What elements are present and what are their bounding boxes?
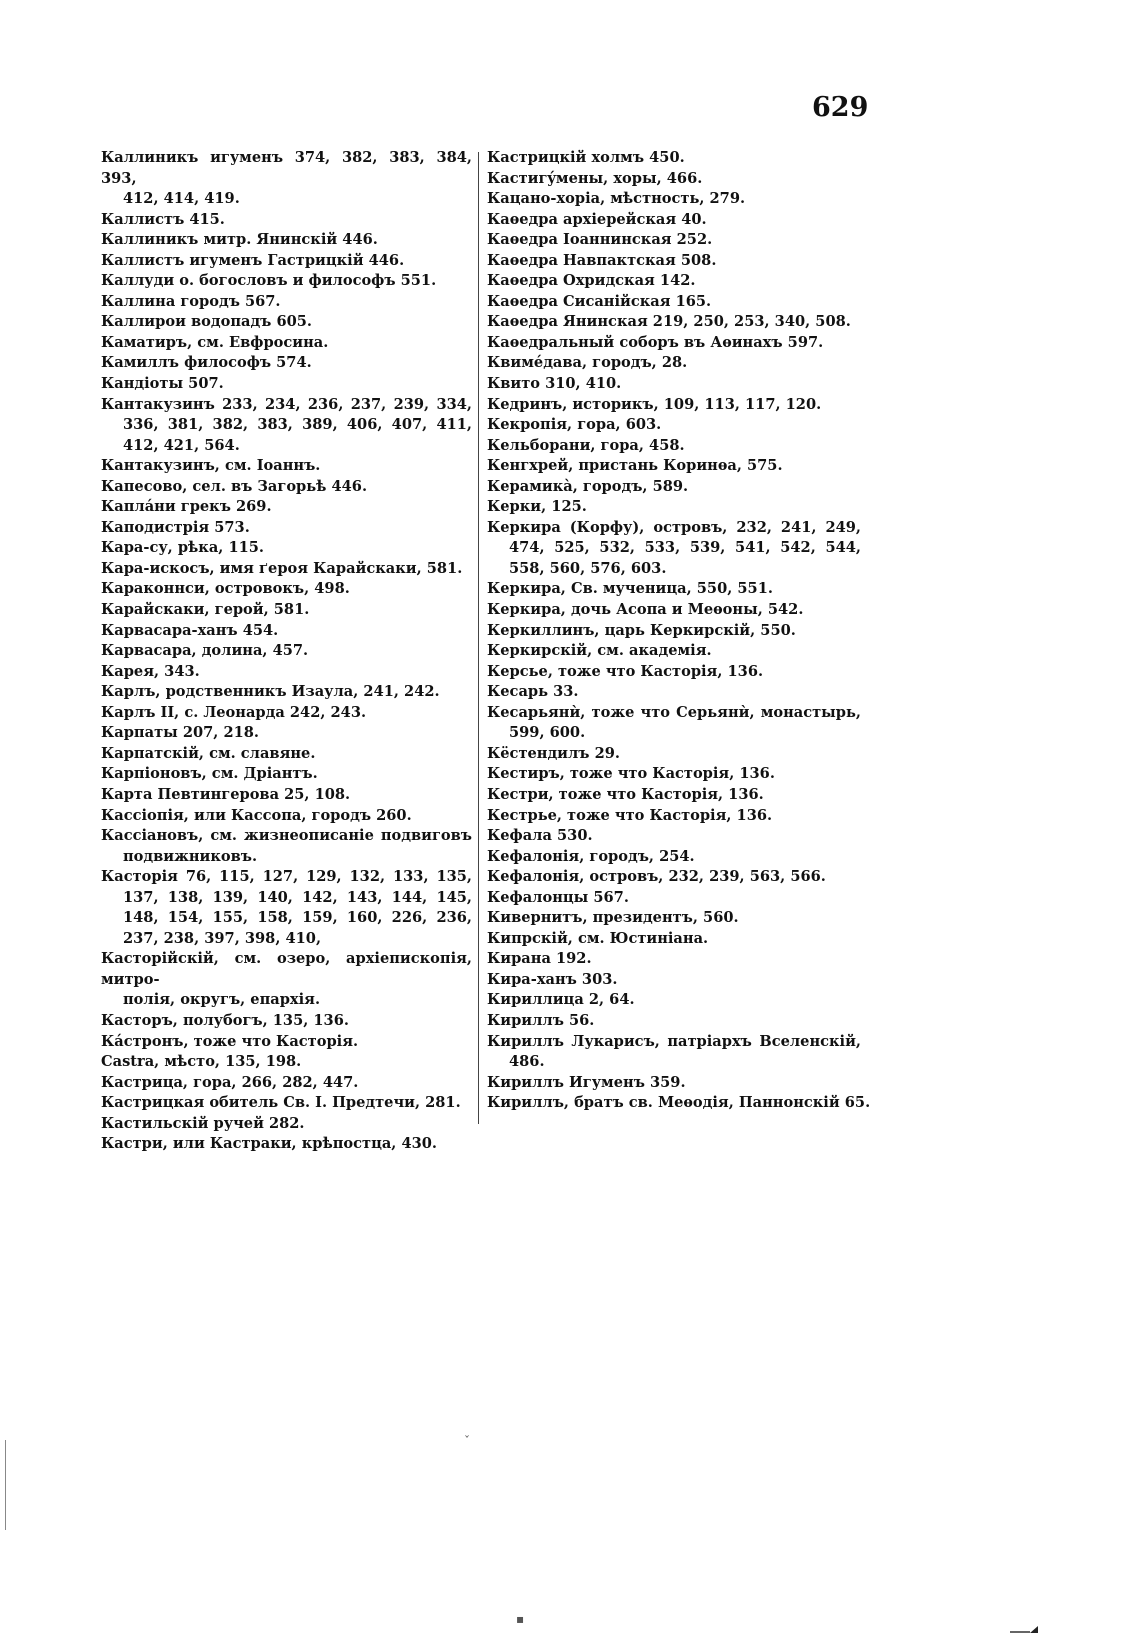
- index-entry: Кёстендилъ 29.: [487, 744, 620, 762]
- index-entry-continuation: 412, 414, 419.: [123, 190, 240, 208]
- index-entry: Кириллъ Игуменъ 359.: [487, 1073, 686, 1091]
- index-entry: Каплáни грекъ 269.: [101, 498, 272, 516]
- index-entry: Кандіоты 507.: [101, 375, 224, 393]
- index-entry: Каѳедра Сисанійская 165.: [487, 292, 712, 310]
- index-entry: Кириллица 2, 64.: [487, 991, 635, 1009]
- index-entry: Кастильскій ручей 282.: [101, 1114, 305, 1132]
- index-entry: Керсье, тоже что Касторія, 136.: [487, 662, 764, 680]
- index-entry: Квимéдава, городъ, 28.: [487, 354, 688, 372]
- index-entry: Каѳедра Іоаннинская 252.: [487, 231, 713, 249]
- index-entry: Каѳедра Охридская 142.: [487, 272, 696, 290]
- index-entry: Карвасара-ханъ 454.: [101, 621, 279, 639]
- index-entry: Карта Певтингерова 25, 108.: [101, 785, 351, 803]
- index-entry: Карайскаки, герой, 581.: [101, 601, 310, 619]
- index-entry: Керкиллинъ, царь Керкирскій, 550.: [487, 621, 796, 639]
- index-entry: Каллиникъ митр. Янинскій 446.: [101, 231, 378, 249]
- index-entry-continuation: 237, 238, 397, 398, 410,: [123, 929, 322, 947]
- index-entry: Керамикà, городъ, 589.: [487, 477, 689, 495]
- index-entry: Карвасара, долина, 457.: [101, 642, 309, 660]
- index-entry: Каѳедра Навпактская 508.: [487, 251, 717, 269]
- index-entry: Кассіопія, или Кассопа, городъ 260.: [101, 806, 412, 824]
- index-entry: Касторійскій, см. озеро, архіепископія, митро-: [101, 950, 472, 988]
- index-entry: Castra, мѣсто, 135, 198.: [101, 1053, 302, 1071]
- index-entry: Кесарь 33.: [487, 683, 579, 701]
- index-entry: Каѳедра Янинская 219, 250, 253, 340, 508.: [487, 313, 851, 331]
- index-column-right: [487, 148, 871, 1114]
- index-entry: Каллистъ игуменъ Гастрицкій 446.: [101, 251, 405, 269]
- index-entry: Карея, 343.: [101, 662, 200, 680]
- index-entry: Кастрицкая обитель Св. І. Предтечи, 281.: [101, 1094, 461, 1112]
- index-entry: Карпіоновъ, см. Дріантъ.: [101, 765, 318, 783]
- index-entry-continuation: полія, округъ, епархія.: [123, 991, 321, 1009]
- index-entry: Кестиръ, тоже что Касторія, 136.: [487, 765, 775, 783]
- index-entry: Касторъ, полубогъ, 135, 136.: [101, 1011, 349, 1029]
- index-entry: Каллистъ 415.: [101, 210, 225, 228]
- index-entry: Кацано-хоріа, мѣстность, 279.: [487, 190, 746, 208]
- index-entry: Кефалонцы 567.: [487, 888, 629, 906]
- index-entry: Кефала 530.: [487, 827, 593, 845]
- index-entry: Керкира, Св. мученица, 550, 551.: [487, 580, 773, 598]
- index-entry: Кантакузинъ, см. Іоаннъ.: [101, 457, 321, 475]
- index-entry: Каматиръ, см. Евфросина.: [101, 333, 329, 351]
- index-entry: Кириллъ Лукарисъ, патріархъ Вселенскій,: [487, 1032, 861, 1050]
- index-entry: Кастигýмены, хоры, 466.: [487, 169, 703, 187]
- index-entry: Кастрицкій холмъ 450.: [487, 149, 685, 166]
- index-entry: Каллуди о. богословъ и философъ 551.: [101, 272, 437, 290]
- page-number: 629: [812, 92, 869, 123]
- index-entry: Кедринъ, историкъ, 109, 113, 117, 120.: [487, 395, 822, 413]
- index-entry: Кекропія, гора, 603.: [487, 416, 662, 434]
- index-entry: Кесарьянѝ, тоже что Серьянѝ, монастырь,: [487, 703, 861, 721]
- index-entry: Кипрскій, см. Юстиніана.: [487, 929, 709, 947]
- index-entry: Кестри, тоже что Касторія, 136.: [487, 785, 764, 803]
- index-entry: Кассіановъ, см. жизнеописаніе подвиговъ: [101, 827, 472, 845]
- index-entry: Кирана 192.: [487, 950, 592, 968]
- index-entry: Карлъ II, с. Леонарда 242, 243.: [101, 703, 367, 721]
- index-entry: Кáстронъ, тоже что Касторія.: [101, 1032, 359, 1050]
- index-entry: Кириллъ, братъ св. Меѳодія, Паннонскій 65.: [487, 1094, 871, 1112]
- index-entry: Каллина городъ 567.: [101, 292, 281, 310]
- index-entry: Кара-су, рѣка, 115.: [101, 539, 265, 557]
- index-entry: Кивернитъ, президентъ, 560.: [487, 909, 739, 927]
- index-entry-continuation: 148, 154, 155, 158, 159, 160, 226, 236,: [123, 909, 472, 927]
- index-entry: Каѳедральный соборъ въ Аѳинахъ 597.: [487, 333, 824, 351]
- index-entry: Керки, 125.: [487, 498, 587, 516]
- index-entry: Каллирои водопадъ 605.: [101, 313, 312, 331]
- index-entry: Керкира, дочь Асопа и Меѳоны, 542.: [487, 601, 804, 619]
- index-entry: Кантакузинъ 233, 234, 236, 237, 239, 334,: [101, 395, 472, 413]
- index-entry: Квито 310, 410.: [487, 375, 622, 393]
- index-entry: Карлъ, родственникъ Изаула, 241, 242.: [101, 683, 440, 701]
- index-entry: Кефалонія, островъ, 232, 239, 563, 566.: [487, 868, 826, 886]
- index-entry: Кестрье, тоже что Касторія, 136.: [487, 806, 773, 824]
- index-entry-continuation: 474, 525, 532, 533, 539, 541, 542, 544,: [509, 539, 861, 557]
- index-entry: Камиллъ философъ 574.: [101, 354, 312, 372]
- index-entry-continuation: 412, 421, 564.: [123, 436, 240, 454]
- index-entry: Кенгхрей, пристань Коринѳа, 575.: [487, 457, 783, 475]
- index-entry-continuation: 137, 138, 139, 140, 142, 143, 144, 145,: [123, 888, 472, 906]
- index-entry: Караконнси, островокъ, 498.: [101, 580, 350, 598]
- index-entry: Кира-ханъ 303.: [487, 970, 618, 988]
- index-entry-continuation: 558, 560, 576, 603.: [509, 559, 667, 577]
- index-entry: Капесово, сел. въ Загорьѣ 446.: [101, 477, 368, 495]
- scan-speck: ˇ: [464, 1434, 470, 1448]
- index-entry: Касторія 76, 115, 127, 129, 132, 133, 135,: [101, 868, 472, 886]
- index-entry-continuation: 336, 381, 382, 383, 389, 406, 407, 411,: [123, 416, 472, 434]
- index-entry: Керкирскій, см. академія.: [487, 642, 712, 660]
- index-entry-continuation: 599, 600.: [509, 724, 586, 742]
- index-entry: Карпатскій, см. славяне.: [101, 744, 316, 762]
- index-entry: Карпаты 207, 218.: [101, 724, 259, 742]
- index-entry: Кефалонія, городъ, 254.: [487, 847, 695, 865]
- index-entry: Кельборани, гора, 458.: [487, 436, 685, 454]
- scan-edge-line: [5, 1440, 6, 1530]
- scan-speck: ▪: [516, 1612, 525, 1626]
- index-entry: Каллиникъ игуменъ 374, 382, 383, 384, 393,: [101, 149, 472, 187]
- index-column-left: [101, 148, 472, 1155]
- index-entry: Каподистрія 573.: [101, 518, 250, 536]
- index-entry: Кастрица, гора, 266, 282, 447.: [101, 1073, 359, 1091]
- scan-corner-mark: [1010, 1626, 1040, 1634]
- index-entry: Кастри, или Кастраки, крѣпостца, 430.: [101, 1135, 438, 1153]
- index-entry-continuation: подвижниковъ.: [123, 847, 258, 865]
- index-entry: Кириллъ 56.: [487, 1011, 595, 1029]
- index-entry: Каѳедра архіерейская 40.: [487, 210, 707, 228]
- index-entry: Кара-искосъ, имя ґероя Карайскаки, 581.: [101, 559, 463, 577]
- index-entry: Керкира (Корфу), островъ, 232, 241, 249,: [487, 518, 861, 536]
- column-divider: [478, 152, 479, 1124]
- index-entry-continuation: 486.: [509, 1053, 545, 1071]
